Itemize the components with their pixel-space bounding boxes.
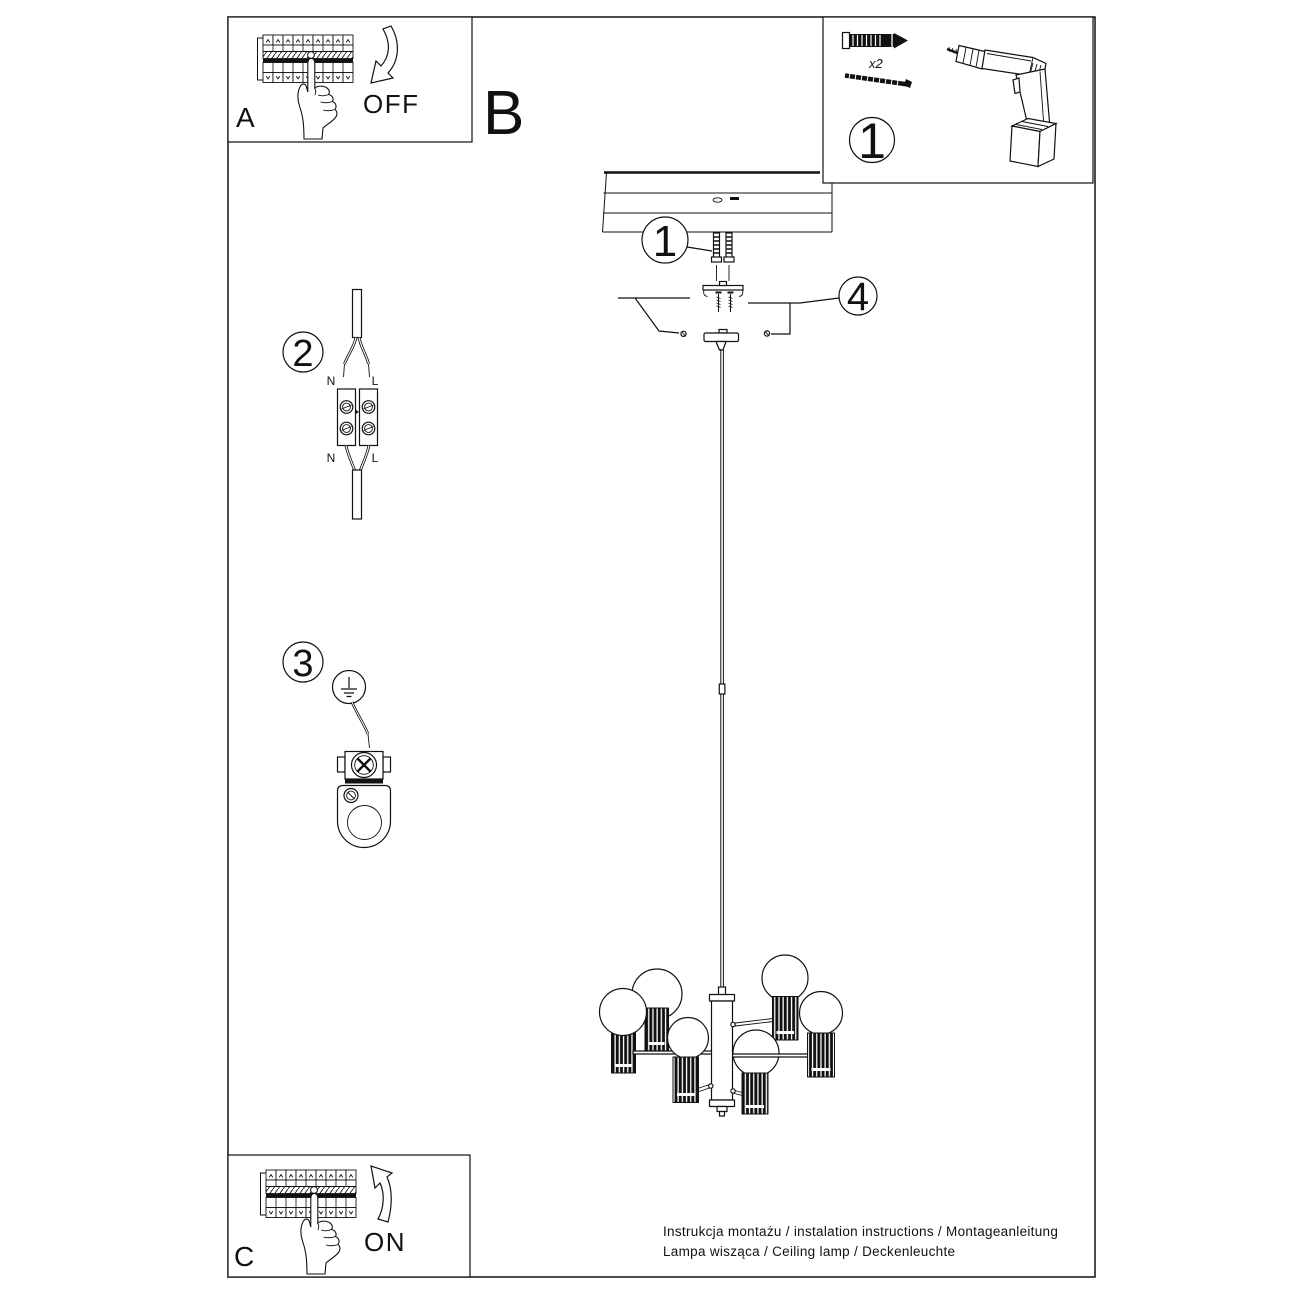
socket [612,1032,636,1074]
wire-l-label: L [371,451,379,465]
socket [645,1008,669,1051]
footer-line-2: Lampa wisząca / Ceiling lamp / Deckenleuchte [663,1244,956,1259]
terminal-screw-icon [340,422,353,435]
bulb [762,955,808,1001]
socket [673,1057,699,1103]
earth-symbol-icon [333,671,366,704]
bulb [668,1018,709,1059]
socket [808,1033,835,1077]
drill-hole-icon [730,197,739,200]
chandelier-column [709,995,736,1117]
anchor-quantity-label: x2 [869,56,883,71]
socket [742,1073,768,1114]
drill-trigger-icon [1013,78,1020,94]
footer-line-1: Instrukcja montażu / instalation instructions / Montageanleitung [663,1224,1059,1239]
off-label: OFF [363,89,420,119]
callout-3-number: 3 [292,643,314,685]
cable-icon [353,290,362,338]
rod-joint-icon [719,684,725,694]
wire-l-label: L [371,374,379,388]
step-c-label: C [234,1241,255,1272]
callout-1-number: 1 [652,217,678,266]
callout-2-number: 2 [292,333,314,375]
ground-terminal-icon [338,752,391,784]
page-border [228,17,1095,1277]
step-c-panel [228,1155,470,1277]
wire-n-label: N [326,451,336,465]
step-b-label: B [483,79,525,148]
cable-icon [353,470,362,519]
step-a-panel [228,17,472,142]
terminal-screw-icon [340,401,353,414]
parts-panel [823,17,1093,183]
callout-4-number: 4 [846,275,870,319]
bulb [800,992,843,1035]
wire-n-label: N [326,374,336,388]
bulb [600,989,647,1036]
parts-callout-number: 1 [858,113,886,169]
on-label: ON [364,1227,406,1257]
terminal-screw-icon [362,401,375,414]
socket [773,997,799,1041]
lamp-arm [731,1054,808,1057]
step-a-label: A [236,102,255,133]
mounting-plate-icon [338,786,391,848]
bulb [733,1030,779,1076]
terminal-screw-icon [362,422,375,435]
